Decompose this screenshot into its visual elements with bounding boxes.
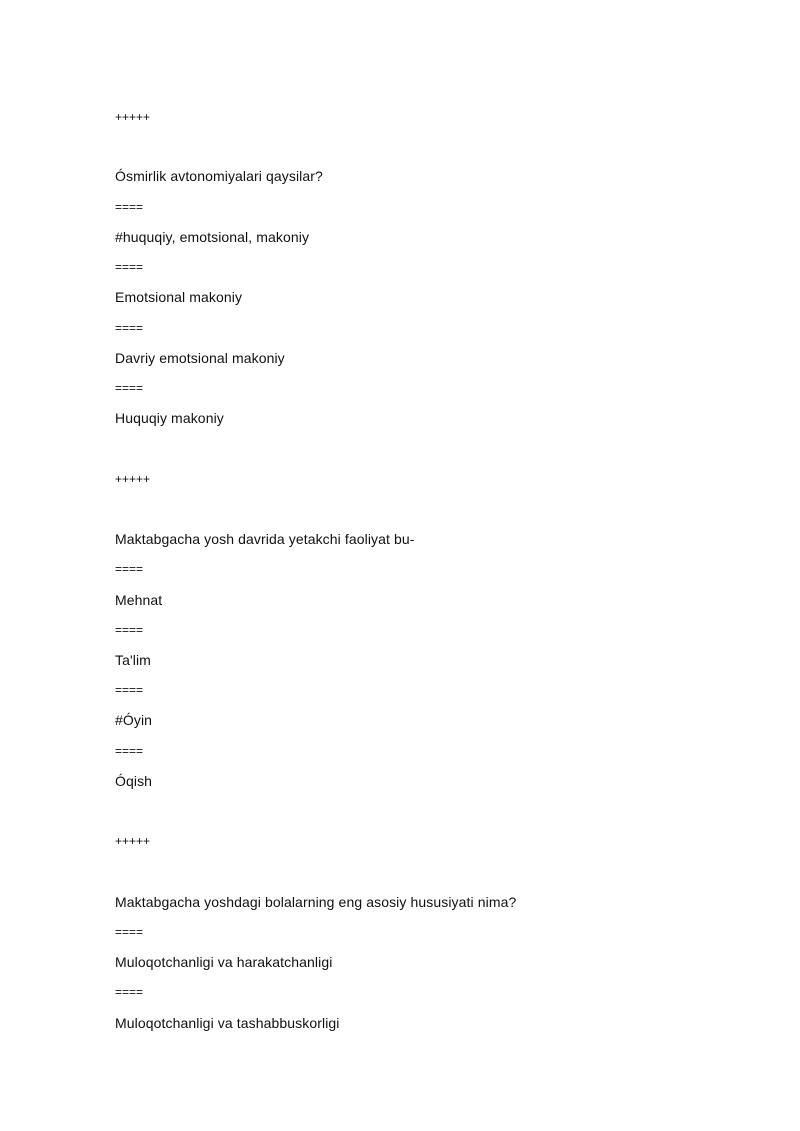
answer-separator: ====	[115, 925, 144, 939]
answer-separator: ====	[115, 683, 144, 697]
answer-option: Mehnat	[115, 592, 163, 608]
answer-separator: ====	[115, 623, 144, 637]
answer-separator: ====	[115, 200, 144, 214]
answer-option: Huquqiy makoniy	[115, 410, 224, 426]
question-separator: +++++	[115, 834, 151, 848]
answer-option: Muloqotchanligi va harakatchanligi	[115, 954, 333, 970]
question-text: Maktabgacha yosh davrida yetakchi faoliyat bu-	[115, 531, 415, 547]
answer-option: Muloqotchanligi va tashabbuskorligi	[115, 1015, 340, 1031]
answer-option-correct: #huquqiy, emotsional, makoniy	[115, 229, 310, 245]
answer-separator: ====	[115, 562, 144, 576]
question-separator: +++++	[115, 110, 151, 124]
answer-separator: ====	[115, 985, 144, 999]
question-text: Maktabgacha yoshdagi bolalarning eng asosiy hususiyati nima?	[115, 894, 517, 910]
answer-option: Davriy emotsional makoniy	[115, 350, 285, 366]
answer-option: Ta'lim	[115, 652, 151, 668]
question-text: Ósmirlik avtonomiyalari qaysilar?	[115, 168, 323, 184]
answer-separator: ====	[115, 744, 144, 758]
answer-separator: ====	[115, 321, 144, 335]
question-separator: +++++	[115, 472, 151, 486]
answer-option: Óqish	[115, 773, 153, 789]
answer-separator: ====	[115, 381, 144, 395]
answer-separator: ====	[115, 260, 144, 274]
answer-option: Emotsional makoniy	[115, 289, 243, 305]
answer-option-correct: #Óyin	[115, 712, 153, 728]
